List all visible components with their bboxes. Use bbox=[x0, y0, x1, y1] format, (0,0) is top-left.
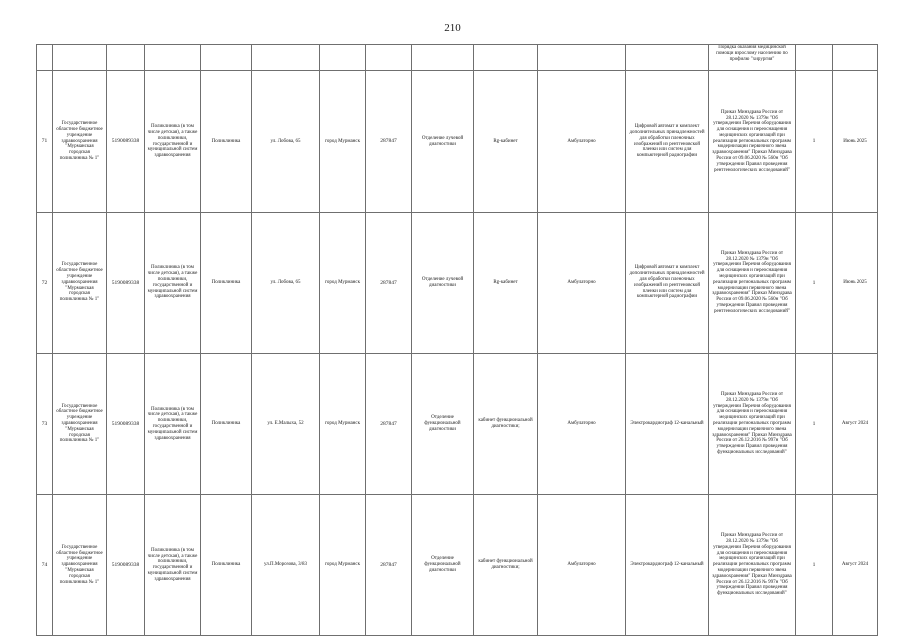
cell-normative-doc: Приказ Минздрава России от 28.12.2020 № 1379н "Об утверждении Перечня оборудования для оснащения и переоснащения медицинских организаций при реализации региональных программ модернизации первичного звена здравоохранения" Приказ Минздрава России от 26.12.2016 № 997н "Об утверждении Правил проведения функциональных исследований" bbox=[709, 353, 796, 495]
cell-division: Поликлиника bbox=[201, 212, 252, 353]
cell-org: Государственное областное бюджетное учреждение здравоохранения "Мурманская городская поликлиника № 1" bbox=[53, 212, 107, 353]
cell-qty: 1 bbox=[796, 212, 833, 353]
cell-no: 71 bbox=[37, 71, 53, 213]
cell-qty: 1 bbox=[796, 71, 833, 213]
cell-qty: 1 bbox=[796, 353, 833, 495]
cell-date: Август 2024 bbox=[833, 353, 878, 495]
cell-qty: 1 bbox=[796, 495, 833, 636]
cell-equipment bbox=[626, 45, 709, 71]
cell-equipment: Цифровой автомат и комплект дополнительных принадлежностей для обработки пленочных изображений из рентгеновской пленки или систем для компьютерной радиографии bbox=[626, 212, 709, 353]
cell-city: город Мурманск bbox=[320, 212, 366, 353]
cell-inn: 5190089338 bbox=[107, 495, 145, 636]
cell-no: 74 bbox=[37, 495, 53, 636]
cell-no bbox=[37, 45, 53, 71]
cell-level bbox=[145, 45, 201, 71]
table-row bbox=[37, 212, 878, 353]
cell-address: ул. Лобова, 65 bbox=[252, 71, 320, 213]
table-row bbox=[37, 71, 878, 213]
cell-division bbox=[201, 45, 252, 71]
table-row bbox=[37, 495, 878, 636]
cell-date bbox=[833, 45, 878, 71]
cell-address: ул. Лобова, 65 bbox=[252, 212, 320, 353]
cell-address: ул. Е.Малыха, 52 bbox=[252, 353, 320, 495]
cell-org: Государственное областное бюджетное учреждение здравоохранения "Мурманская городская поликлиника № 1" bbox=[53, 495, 107, 636]
cell-city: город Мурманск bbox=[320, 495, 366, 636]
cell-care-form bbox=[538, 45, 626, 71]
cell-inn: 5190089338 bbox=[107, 71, 145, 213]
table-row bbox=[37, 45, 878, 71]
cell-code: 287847 bbox=[366, 71, 412, 213]
cell-city: город Мурманск bbox=[320, 71, 366, 213]
cell-room: Rg-кабинет bbox=[474, 71, 538, 213]
cell-normative-doc: Приказ Минздрава России от 28.12.2020 № 1379н "Об утверждении Перечня оборудования для оснащения и переоснащения медицинских организаций при реализации региональных программ модернизации первичного звена здравоохранения" Приказ Минздрава России от 09.06.2020 № 560н "Об утверждении Правил проведения рентгенологических исследований" bbox=[709, 71, 796, 213]
cell-care-form: Амбулаторно bbox=[538, 495, 626, 636]
cell-department: Отделение лучевой диагностики bbox=[412, 212, 474, 353]
cell-address: ул.П.Морозова, 3/83 bbox=[252, 495, 320, 636]
cell-department bbox=[412, 45, 474, 71]
cell-date: Июнь 2025 bbox=[833, 212, 878, 353]
cell-inn: 5190089338 bbox=[107, 353, 145, 495]
cell-division: Поликлиника bbox=[201, 495, 252, 636]
cell-inn: 5190089338 bbox=[107, 212, 145, 353]
cell-city: город Мурманск bbox=[320, 353, 366, 495]
cell-code bbox=[366, 45, 412, 71]
cell-no: 73 bbox=[37, 353, 53, 495]
cell-date: Июнь 2025 bbox=[833, 71, 878, 213]
cell-department: Отделение функциональной диагностики bbox=[412, 495, 474, 636]
cell-equipment: Электрокардиограф 12-канальный bbox=[626, 495, 709, 636]
cell-division: Поликлиника bbox=[201, 71, 252, 213]
cell-qty bbox=[796, 45, 833, 71]
cell-room bbox=[474, 45, 538, 71]
cell-equipment: Цифровой автомат и комплект дополнительных принадлежностей для обработки пленочных изображений из рентгеновской пленки или систем для компьютерной радиографии bbox=[626, 71, 709, 213]
cell-care-form: Амбулаторно bbox=[538, 71, 626, 213]
cell-date: Август 2024 bbox=[833, 495, 878, 636]
cell-level: Поликлиника (в том числе детская), а также поликлиники, государственной и муниципальной систем здравоохранения bbox=[145, 71, 201, 213]
cell-level: Поликлиника (в том числе детская), а также поликлиники, государственной и муниципальной систем здравоохранения bbox=[145, 495, 201, 636]
page-number: 210 bbox=[444, 22, 461, 34]
cell-care-form: Амбулаторно bbox=[538, 353, 626, 495]
cell-normative-doc: Порядка оказания медицинской помощи взрослому населению по профилю "хирургия" bbox=[709, 45, 796, 71]
cell-room: Rg-кабинет bbox=[474, 212, 538, 353]
cell-code: 287847 bbox=[366, 495, 412, 636]
table-row bbox=[37, 353, 878, 495]
cell-org: Государственное областное бюджетное учреждение здравоохранения "Мурманская городская поликлиника № 1" bbox=[53, 353, 107, 495]
cell-org bbox=[53, 45, 107, 71]
cell-department: Отделение лучевой диагностики bbox=[412, 71, 474, 213]
cell-room: кабинет функциональной диагностики; bbox=[474, 495, 538, 636]
cell-equipment: Электрокардиограф 12-канальный bbox=[626, 353, 709, 495]
cell-department: Отделение функциональной диагностики bbox=[412, 353, 474, 495]
cell-address bbox=[252, 45, 320, 71]
cell-inn bbox=[107, 45, 145, 71]
cell-division: Поликлиника bbox=[201, 353, 252, 495]
cell-no: 72 bbox=[37, 212, 53, 353]
cell-normative-doc: Приказ Минздрава России от 28.12.2020 № 1379н "Об утверждении Перечня оборудования для оснащения и переоснащения медицинских организаций при реализации региональных программ модернизации первичного звена здравоохранения" Приказ Минздрава России от 09.06.2020 № 560н "Об утверждении Правил проведения рентгенологических исследований" bbox=[709, 212, 796, 353]
cell-care-form: Амбулаторно bbox=[538, 212, 626, 353]
cell-code: 287847 bbox=[366, 353, 412, 495]
cell-city bbox=[320, 45, 366, 71]
cell-normative-doc: Приказ Минздрава России от 28.12.2020 № 1379н "Об утверждении Перечня оборудования для оснащения и переоснащения медицинских организаций при реализации региональных программ модернизации первичного звена здравоохранения" Приказ Минздрава России от 26.12.2016 № 997н "Об утверждении Правил проведения функциональных исследований" bbox=[709, 495, 796, 636]
cell-level: Поликлиника (в том числе детская), а также поликлиники, государственной и муниципальной систем здравоохранения bbox=[145, 353, 201, 495]
cell-level: Поликлиника (в том числе детская), а также поликлиники, государственной и муниципальной систем здравоохранения bbox=[145, 212, 201, 353]
cell-room: кабинет функциональной диагностики; bbox=[474, 353, 538, 495]
equipment-table bbox=[36, 44, 878, 636]
cell-code: 287847 bbox=[366, 212, 412, 353]
cell-org: Государственное областное бюджетное учреждение здравоохранения "Мурманская городская поликлиника № 1" bbox=[53, 71, 107, 213]
